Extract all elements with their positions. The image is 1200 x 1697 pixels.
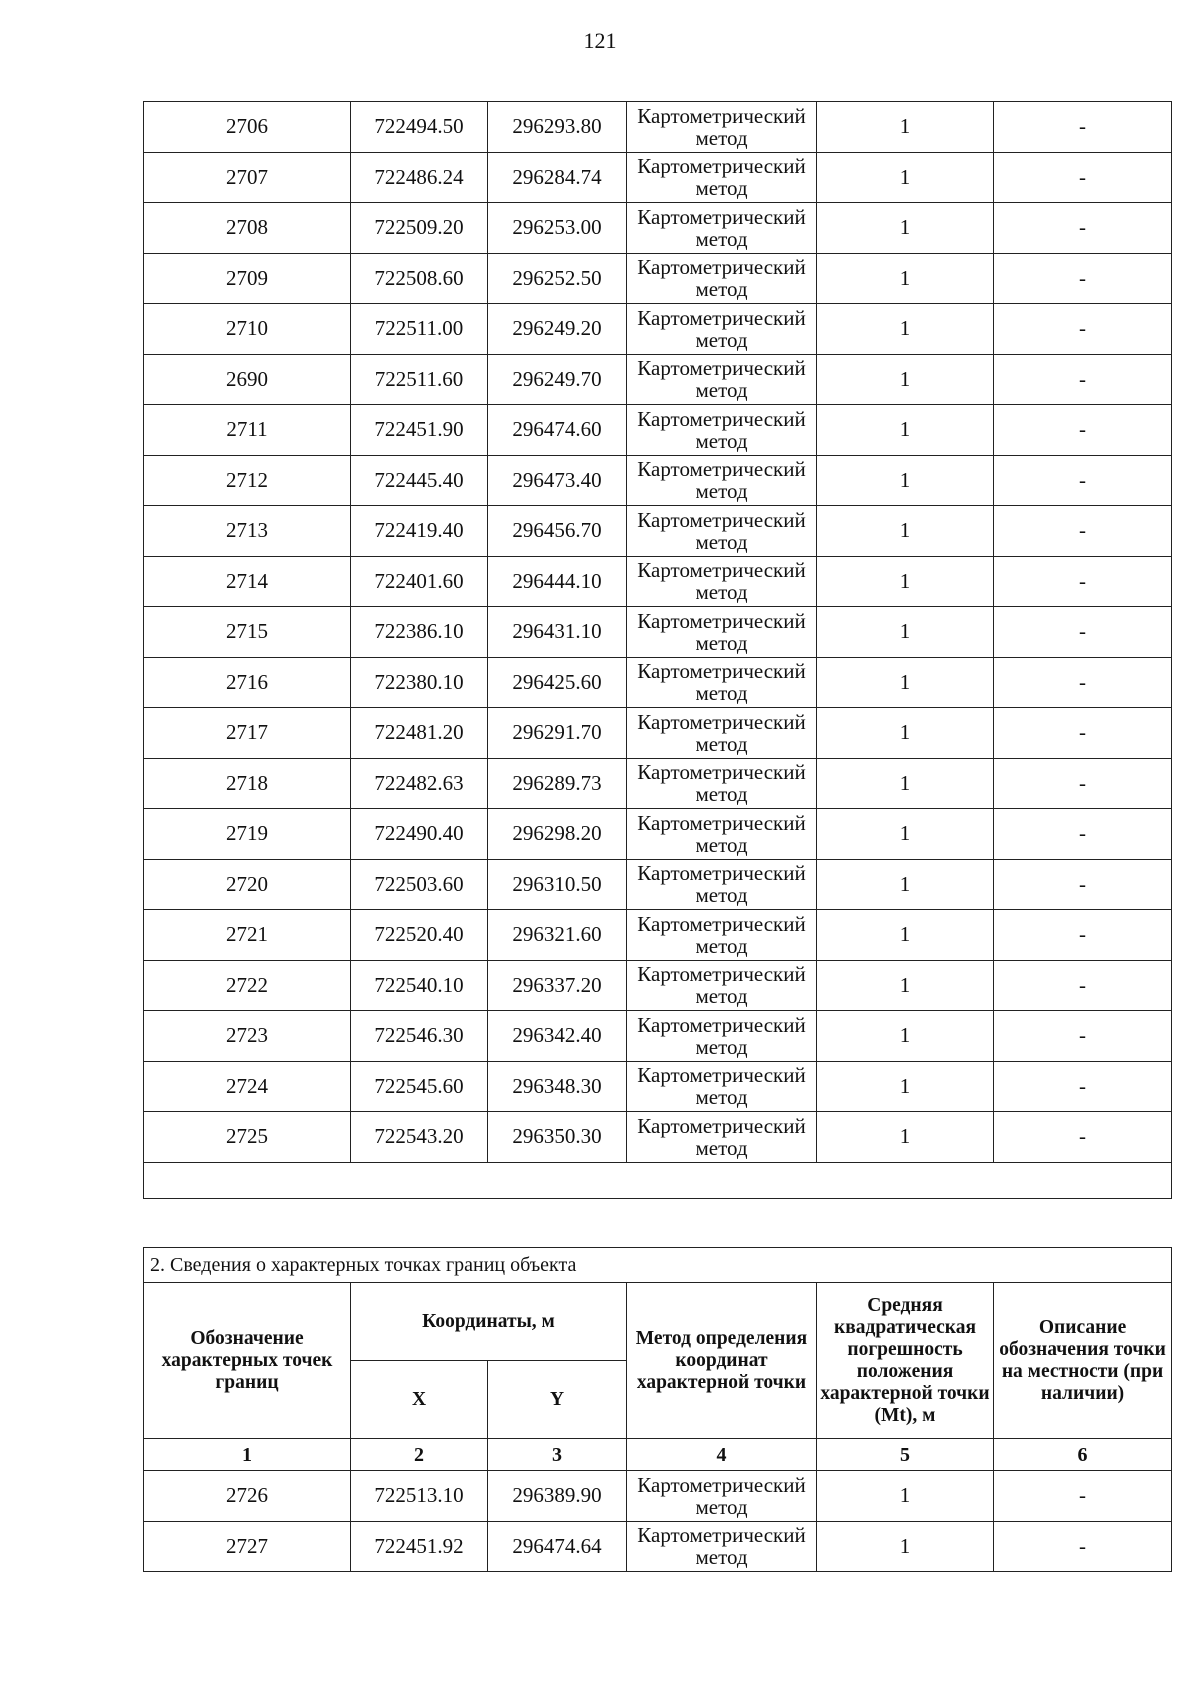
table-row bbox=[144, 1112, 1172, 1163]
table-row bbox=[144, 960, 1172, 1011]
y-coordinate-cell: 296321.60 bbox=[488, 910, 627, 961]
y-coordinate-cell: 296298.20 bbox=[488, 809, 627, 860]
method-cell: Картометрический метод bbox=[627, 102, 817, 153]
x-coordinate-cell: 722486.24 bbox=[351, 152, 488, 203]
point-id-cell: 2715 bbox=[144, 607, 351, 658]
table-row bbox=[144, 506, 1172, 557]
method-cell: Картометрический метод bbox=[627, 1521, 817, 1572]
x-coordinate-cell: 722490.40 bbox=[351, 809, 488, 860]
y-coordinate-cell: 296431.10 bbox=[488, 607, 627, 658]
mt-cell: 1 bbox=[817, 960, 994, 1011]
table-row bbox=[144, 910, 1172, 961]
point-id-cell: 2706 bbox=[144, 102, 351, 153]
mt-cell: 1 bbox=[817, 809, 994, 860]
description-cell: - bbox=[994, 506, 1172, 557]
x-coordinate-cell: 722511.60 bbox=[351, 354, 488, 405]
mt-cell: 1 bbox=[817, 758, 994, 809]
method-cell: Картометрический метод bbox=[627, 304, 817, 355]
method-cell: Картометрический метод bbox=[627, 910, 817, 961]
method-cell: Картометрический метод bbox=[627, 1471, 817, 1522]
y-coordinate-cell: 296293.80 bbox=[488, 102, 627, 153]
x-coordinate-cell: 722451.90 bbox=[351, 405, 488, 456]
y-coordinate-cell: 296253.00 bbox=[488, 203, 627, 254]
method-cell: Картометрический метод bbox=[627, 152, 817, 203]
header-y: Y bbox=[488, 1361, 627, 1439]
point-id-cell: 2721 bbox=[144, 910, 351, 961]
description-cell: - bbox=[994, 657, 1172, 708]
x-coordinate-cell: 722503.60 bbox=[351, 859, 488, 910]
description-cell: - bbox=[994, 354, 1172, 405]
mt-cell: 1 bbox=[817, 1521, 994, 1572]
method-cell: Картометрический метод bbox=[627, 455, 817, 506]
x-coordinate-cell: 722482.63 bbox=[351, 758, 488, 809]
description-cell: - bbox=[994, 102, 1172, 153]
x-coordinate-cell: 722494.50 bbox=[351, 102, 488, 153]
point-id-cell: 2708 bbox=[144, 203, 351, 254]
description-cell: - bbox=[994, 1011, 1172, 1062]
table-row bbox=[144, 455, 1172, 506]
header-designation: Обозначение характерных точек границ bbox=[144, 1283, 351, 1439]
method-cell: Картометрический метод bbox=[627, 960, 817, 1011]
column-number-row bbox=[144, 1439, 1172, 1471]
y-coordinate-cell: 296456.70 bbox=[488, 506, 627, 557]
method-cell: Картометрический метод bbox=[627, 809, 817, 860]
header-mt: Средняя квадратическая погрешность положения характерной точки (Mt), м bbox=[817, 1283, 994, 1439]
table-row bbox=[144, 708, 1172, 759]
y-coordinate-cell: 296289.73 bbox=[488, 758, 627, 809]
point-id-cell: 2713 bbox=[144, 506, 351, 557]
description-cell: - bbox=[994, 556, 1172, 607]
mt-cell: 1 bbox=[817, 405, 994, 456]
description-cell: - bbox=[994, 304, 1172, 355]
mt-cell: 1 bbox=[817, 859, 994, 910]
point-id-cell: 2724 bbox=[144, 1061, 351, 1112]
mt-cell: 1 bbox=[817, 1471, 994, 1522]
header-method: Метод определения координат характерной точки bbox=[627, 1283, 817, 1439]
description-cell: - bbox=[994, 253, 1172, 304]
point-id-cell: 2725 bbox=[144, 1112, 351, 1163]
table-row bbox=[144, 859, 1172, 910]
method-cell: Картометрический метод bbox=[627, 253, 817, 304]
method-cell: Картометрический метод bbox=[627, 354, 817, 405]
table-row bbox=[144, 607, 1172, 658]
mt-cell: 1 bbox=[817, 708, 994, 759]
mt-cell: 1 bbox=[817, 152, 994, 203]
column-number: 6 bbox=[994, 1439, 1172, 1471]
x-coordinate-cell: 722540.10 bbox=[351, 960, 488, 1011]
point-id-cell: 2718 bbox=[144, 758, 351, 809]
method-cell: Картометрический метод bbox=[627, 556, 817, 607]
empty-row bbox=[144, 1162, 1172, 1198]
mt-cell: 1 bbox=[817, 1112, 994, 1163]
x-coordinate-cell: 722481.20 bbox=[351, 708, 488, 759]
x-coordinate-cell: 722380.10 bbox=[351, 657, 488, 708]
y-coordinate-cell: 296249.70 bbox=[488, 354, 627, 405]
table-row bbox=[144, 556, 1172, 607]
x-coordinate-cell: 722451.92 bbox=[351, 1521, 488, 1572]
method-cell: Картометрический метод bbox=[627, 1011, 817, 1062]
header-x: X bbox=[351, 1361, 488, 1439]
table-row bbox=[144, 1521, 1172, 1572]
y-coordinate-cell: 296342.40 bbox=[488, 1011, 627, 1062]
x-coordinate-cell: 722401.60 bbox=[351, 556, 488, 607]
y-coordinate-cell: 296444.10 bbox=[488, 556, 627, 607]
mt-cell: 1 bbox=[817, 1011, 994, 1062]
y-coordinate-cell: 296474.60 bbox=[488, 405, 627, 456]
method-cell: Картометрический метод bbox=[627, 506, 817, 557]
y-coordinate-cell: 296310.50 bbox=[488, 859, 627, 910]
table-row bbox=[144, 102, 1172, 153]
point-id-cell: 2722 bbox=[144, 960, 351, 1011]
table-row bbox=[144, 304, 1172, 355]
table-row bbox=[144, 354, 1172, 405]
method-cell: Картометрический метод bbox=[627, 708, 817, 759]
x-coordinate-cell: 722511.00 bbox=[351, 304, 488, 355]
y-coordinate-cell: 296350.30 bbox=[488, 1112, 627, 1163]
description-cell: - bbox=[994, 960, 1172, 1011]
coordinates-table-body bbox=[144, 102, 1172, 1199]
mt-cell: 1 bbox=[817, 1061, 994, 1112]
y-coordinate-cell: 296348.30 bbox=[488, 1061, 627, 1112]
x-coordinate-cell: 722520.40 bbox=[351, 910, 488, 961]
description-cell: - bbox=[994, 809, 1172, 860]
table-row bbox=[144, 809, 1172, 860]
x-coordinate-cell: 722386.10 bbox=[351, 607, 488, 658]
mt-cell: 1 bbox=[817, 556, 994, 607]
column-number: 5 bbox=[817, 1439, 994, 1471]
boundary-points-table-body bbox=[144, 1471, 1172, 1572]
point-id-cell: 2727 bbox=[144, 1521, 351, 1572]
point-id-cell: 2720 bbox=[144, 859, 351, 910]
mt-cell: 1 bbox=[817, 354, 994, 405]
point-id-cell: 2690 bbox=[144, 354, 351, 405]
y-coordinate-cell: 296337.20 bbox=[488, 960, 627, 1011]
table-row bbox=[144, 152, 1172, 203]
description-cell: - bbox=[994, 1112, 1172, 1163]
mt-cell: 1 bbox=[817, 910, 994, 961]
description-cell: - bbox=[994, 1521, 1172, 1572]
header-description: Описание обозначения точки на местности (при наличии) bbox=[994, 1283, 1172, 1439]
x-coordinate-cell: 722546.30 bbox=[351, 1011, 488, 1062]
column-number: 4 bbox=[627, 1439, 817, 1471]
y-coordinate-cell: 296252.50 bbox=[488, 253, 627, 304]
x-coordinate-cell: 722509.20 bbox=[351, 203, 488, 254]
point-id-cell: 2717 bbox=[144, 708, 351, 759]
y-coordinate-cell: 296474.64 bbox=[488, 1521, 627, 1572]
table-title: 2. Сведения о характерных точках границ объекта bbox=[144, 1248, 1172, 1283]
mt-cell: 1 bbox=[817, 455, 994, 506]
description-cell: - bbox=[994, 607, 1172, 658]
y-coordinate-cell: 296291.70 bbox=[488, 708, 627, 759]
table-row bbox=[144, 657, 1172, 708]
mt-cell: 1 bbox=[817, 304, 994, 355]
description-cell: - bbox=[994, 455, 1172, 506]
method-cell: Картометрический метод bbox=[627, 758, 817, 809]
point-id-cell: 2716 bbox=[144, 657, 351, 708]
mt-cell: 1 bbox=[817, 253, 994, 304]
x-coordinate-cell: 722419.40 bbox=[351, 506, 488, 557]
x-coordinate-cell: 722543.20 bbox=[351, 1112, 488, 1163]
description-cell: - bbox=[994, 152, 1172, 203]
x-coordinate-cell: 722508.60 bbox=[351, 253, 488, 304]
point-id-cell: 2723 bbox=[144, 1011, 351, 1062]
description-cell: - bbox=[994, 758, 1172, 809]
mt-cell: 1 bbox=[817, 102, 994, 153]
table-row bbox=[144, 405, 1172, 456]
point-id-cell: 2714 bbox=[144, 556, 351, 607]
method-cell: Картометрический метод bbox=[627, 657, 817, 708]
table-row bbox=[144, 758, 1172, 809]
point-id-cell: 2726 bbox=[144, 1471, 351, 1522]
table-row bbox=[144, 253, 1172, 304]
column-number: 1 bbox=[144, 1439, 351, 1471]
description-cell: - bbox=[994, 203, 1172, 254]
point-id-cell: 2711 bbox=[144, 405, 351, 456]
method-cell: Картометрический метод bbox=[627, 203, 817, 254]
description-cell: - bbox=[994, 1061, 1172, 1112]
y-coordinate-cell: 296473.40 bbox=[488, 455, 627, 506]
description-cell: - bbox=[994, 708, 1172, 759]
column-number: 2 bbox=[351, 1439, 488, 1471]
table-row bbox=[144, 1011, 1172, 1062]
y-coordinate-cell: 296284.74 bbox=[488, 152, 627, 203]
mt-cell: 1 bbox=[817, 506, 994, 557]
point-id-cell: 2710 bbox=[144, 304, 351, 355]
page-number: 121 bbox=[583, 28, 617, 53]
description-cell: - bbox=[994, 405, 1172, 456]
table-title-row bbox=[144, 1248, 1172, 1283]
point-id-cell: 2707 bbox=[144, 152, 351, 203]
mt-cell: 1 bbox=[817, 607, 994, 658]
point-id-cell: 2709 bbox=[144, 253, 351, 304]
y-coordinate-cell: 296389.90 bbox=[488, 1471, 627, 1522]
header-coordinates: Координаты, м bbox=[351, 1283, 627, 1361]
x-coordinate-cell: 722445.40 bbox=[351, 455, 488, 506]
table-row bbox=[144, 1471, 1172, 1522]
header-row bbox=[144, 1283, 1172, 1361]
x-coordinate-cell: 722545.60 bbox=[351, 1061, 488, 1112]
point-id-cell: 2712 bbox=[144, 455, 351, 506]
description-cell: - bbox=[994, 859, 1172, 910]
method-cell: Картометрический метод bbox=[627, 607, 817, 658]
coordinates-table-continued bbox=[143, 101, 1172, 1199]
boundary-points-table bbox=[143, 1247, 1172, 1572]
method-cell: Картометрический метод bbox=[627, 1112, 817, 1163]
table-row bbox=[144, 203, 1172, 254]
y-coordinate-cell: 296425.60 bbox=[488, 657, 627, 708]
empty-cell bbox=[144, 1162, 1172, 1198]
description-cell: - bbox=[994, 1471, 1172, 1522]
column-number: 3 bbox=[488, 1439, 627, 1471]
method-cell: Картометрический метод bbox=[627, 1061, 817, 1112]
table-row bbox=[144, 1061, 1172, 1112]
y-coordinate-cell: 296249.20 bbox=[488, 304, 627, 355]
x-coordinate-cell: 722513.10 bbox=[351, 1471, 488, 1522]
mt-cell: 1 bbox=[817, 203, 994, 254]
description-cell: - bbox=[994, 910, 1172, 961]
mt-cell: 1 bbox=[817, 657, 994, 708]
method-cell: Картометрический метод bbox=[627, 859, 817, 910]
point-id-cell: 2719 bbox=[144, 809, 351, 860]
method-cell: Картометрический метод bbox=[627, 405, 817, 456]
